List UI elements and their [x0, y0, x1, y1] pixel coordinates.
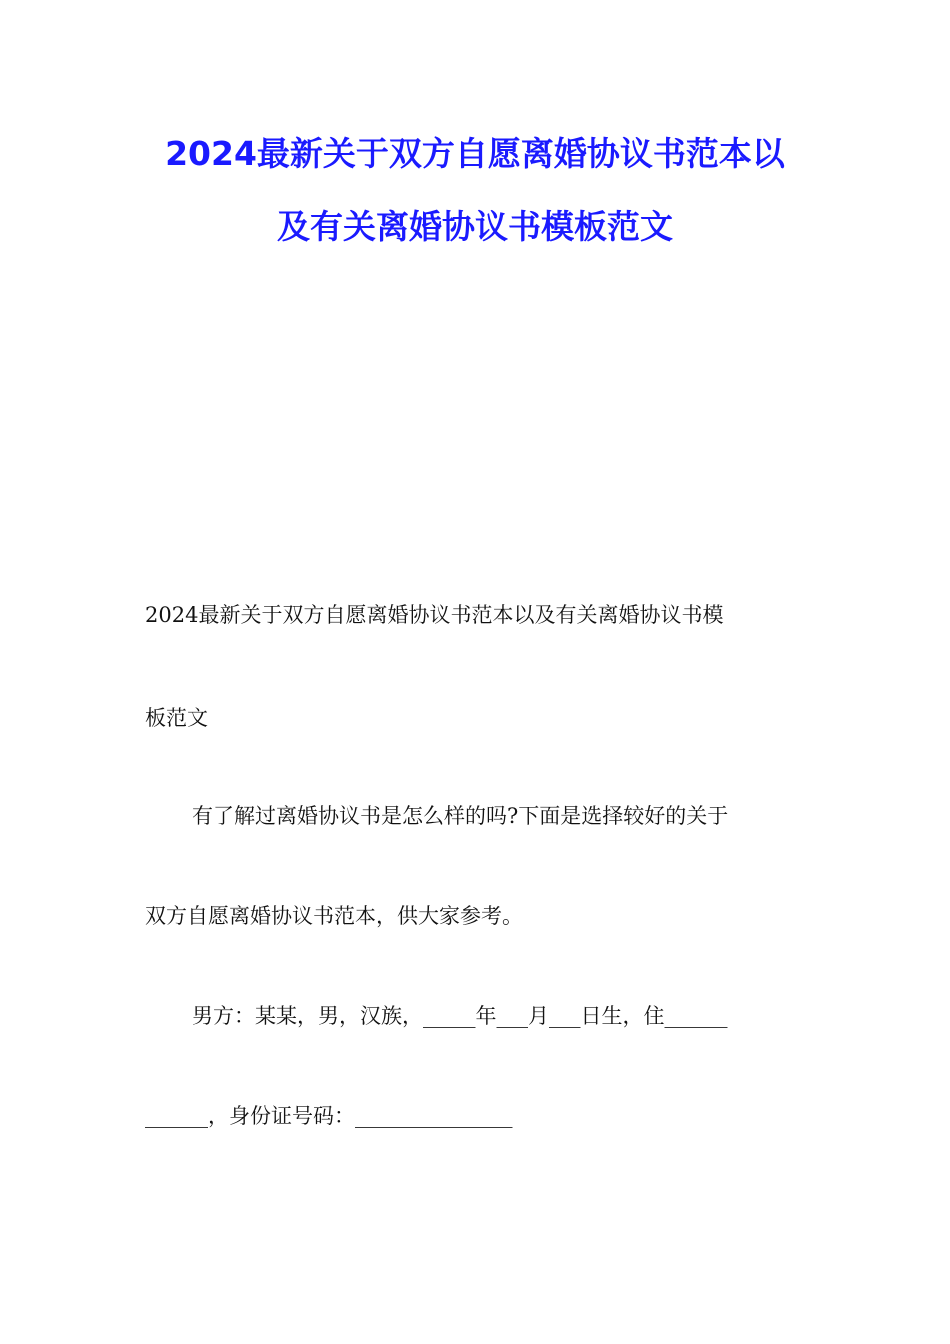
intro-paragraph-line-1: 2024最新关于双方自愿离婚协议书范本以及有关离婚协议书模 — [145, 603, 724, 627]
lead-paragraph-line-2: 双方自愿离婚协议书范本，供大家参考。 — [145, 904, 523, 928]
intro-paragraph-line-2: 板范文 — [145, 706, 208, 730]
male-party-line-1: 男方：某某，男，汉族，_____年___月___日生，住______ — [192, 1004, 728, 1028]
document-title-line-2: 及有关离婚协议书模板范文 — [277, 207, 673, 246]
male-party-line-2: ______，身份证号码：_______________ — [145, 1104, 513, 1128]
lead-paragraph-line-1: 有了解过离婚协议书是怎么样的吗?下面是选择较好的关于 — [192, 804, 729, 828]
document-title-line-1: 2024最新关于双方自愿离婚协议书范本以 — [165, 134, 785, 173]
